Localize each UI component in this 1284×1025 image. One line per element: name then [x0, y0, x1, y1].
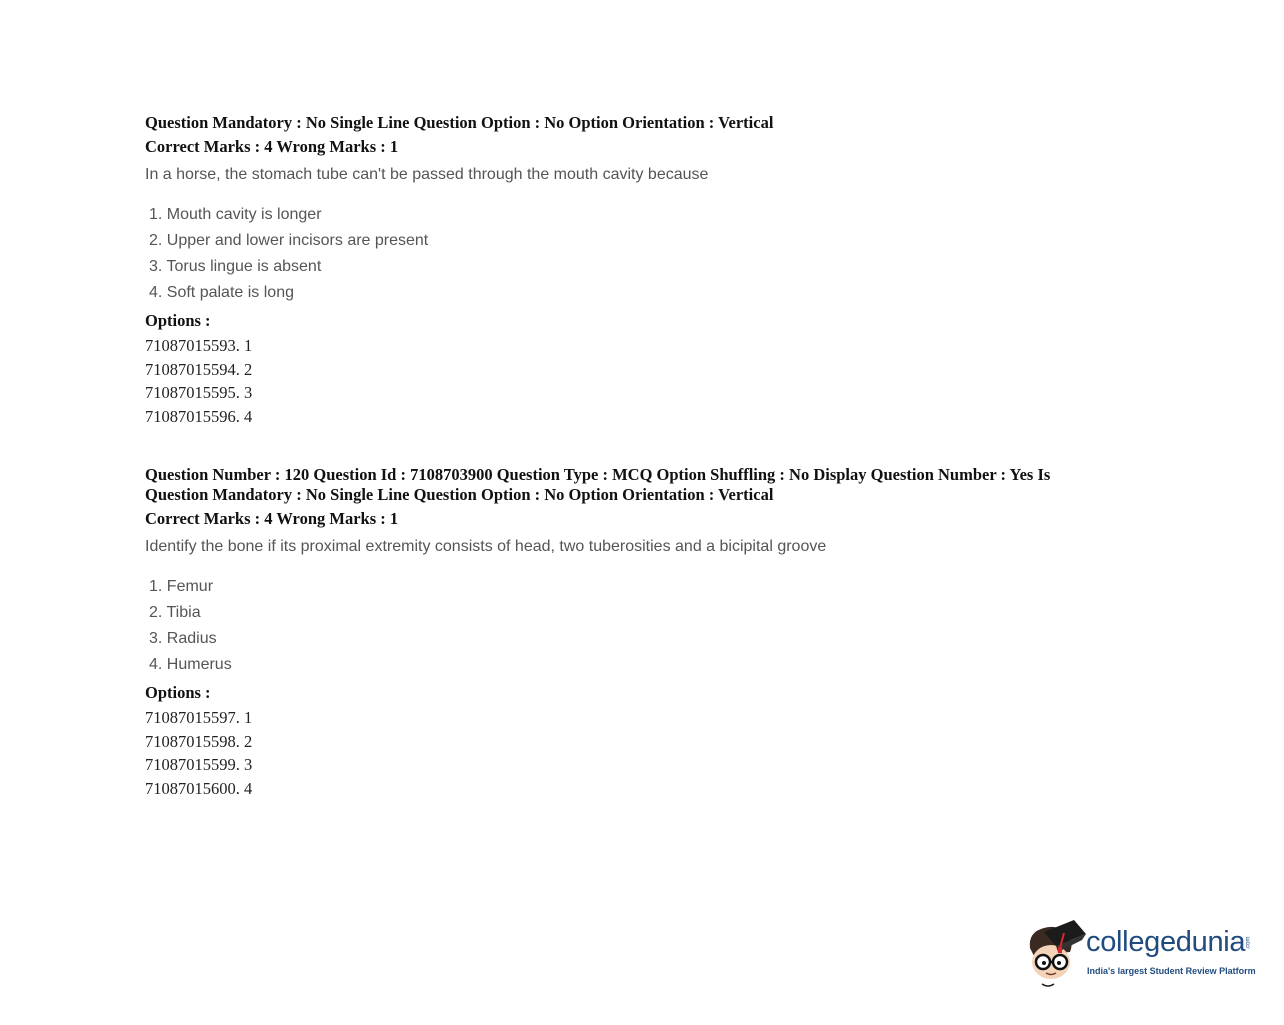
option-id: 71087015595. 3 — [145, 383, 253, 403]
question-meta-line: Question Number : 120 Question Id : 7108703900 Question Type : MCQ Option Shuffling : No Display Question Number : Yes Is — [145, 464, 1051, 484]
option-id-list — [145, 334, 1145, 429]
option-id: 71087015598. 2 — [145, 731, 253, 751]
options-heading: Options : — [145, 682, 211, 702]
answer-choice: 4. Soft palate is long — [149, 284, 294, 301]
question-meta — [145, 465, 1145, 505]
answer-choice: 3. Torus lingue is absent — [149, 258, 322, 275]
options-heading: Options : — [145, 311, 211, 330]
logo-wordmark: collegedunia — [1086, 926, 1246, 958]
question-meta — [145, 113, 1145, 133]
option-id: 71087015597. 1 — [145, 707, 253, 727]
question-120-block — [145, 465, 1145, 801]
option-id: 71087015593. 1 — [145, 336, 253, 355]
answer-choice: 2. Tibia — [149, 603, 201, 621]
marks-line: Correct Marks : 4 Wrong Marks : 1 — [145, 508, 399, 528]
option-id: 71087015599. 3 — [145, 755, 253, 775]
answer-choice: 3. Radius — [149, 629, 217, 647]
option-id-list — [145, 706, 1145, 801]
answer-choices — [149, 574, 1145, 678]
collegedunia-logo — [1024, 918, 1264, 990]
answer-choice: 2. Upper and lower incisors are present — [149, 232, 429, 249]
answer-choice: 1. Mouth cavity is longer — [149, 206, 322, 223]
option-id: 71087015600. 4 — [145, 778, 253, 798]
question-119-block — [145, 113, 1145, 429]
question-meta-line: Question Mandatory : No Single Line Question Option : No Option Orientation : Vertical — [145, 113, 774, 132]
option-id: 71087015594. 2 — [145, 359, 253, 379]
logo-tagline: India's largest Student Review Platform — [1087, 966, 1256, 976]
answer-choice: 4. Humerus — [149, 655, 232, 673]
question-text: Identify the bone if its proximal extremity consists of head, two tuberosities and a bicipital groove — [145, 537, 827, 555]
mascot-graduation-cap-icon — [1024, 918, 1086, 988]
logo-suffix: .com — [1245, 936, 1252, 950]
marks-line: Correct Marks : 4 Wrong Marks : 1 — [145, 137, 399, 156]
exam-document — [145, 113, 1145, 801]
answer-choice: 1. Femur — [149, 577, 214, 595]
question-text: In a horse, the stomach tube can't be passed through the mouth cavity because — [145, 166, 709, 183]
option-id: 71087015596. 4 — [145, 407, 253, 427]
question-meta-line: Question Mandatory : No Single Line Question Option : No Option Orientation : Vertical — [145, 484, 774, 504]
answer-choices — [149, 202, 1145, 306]
